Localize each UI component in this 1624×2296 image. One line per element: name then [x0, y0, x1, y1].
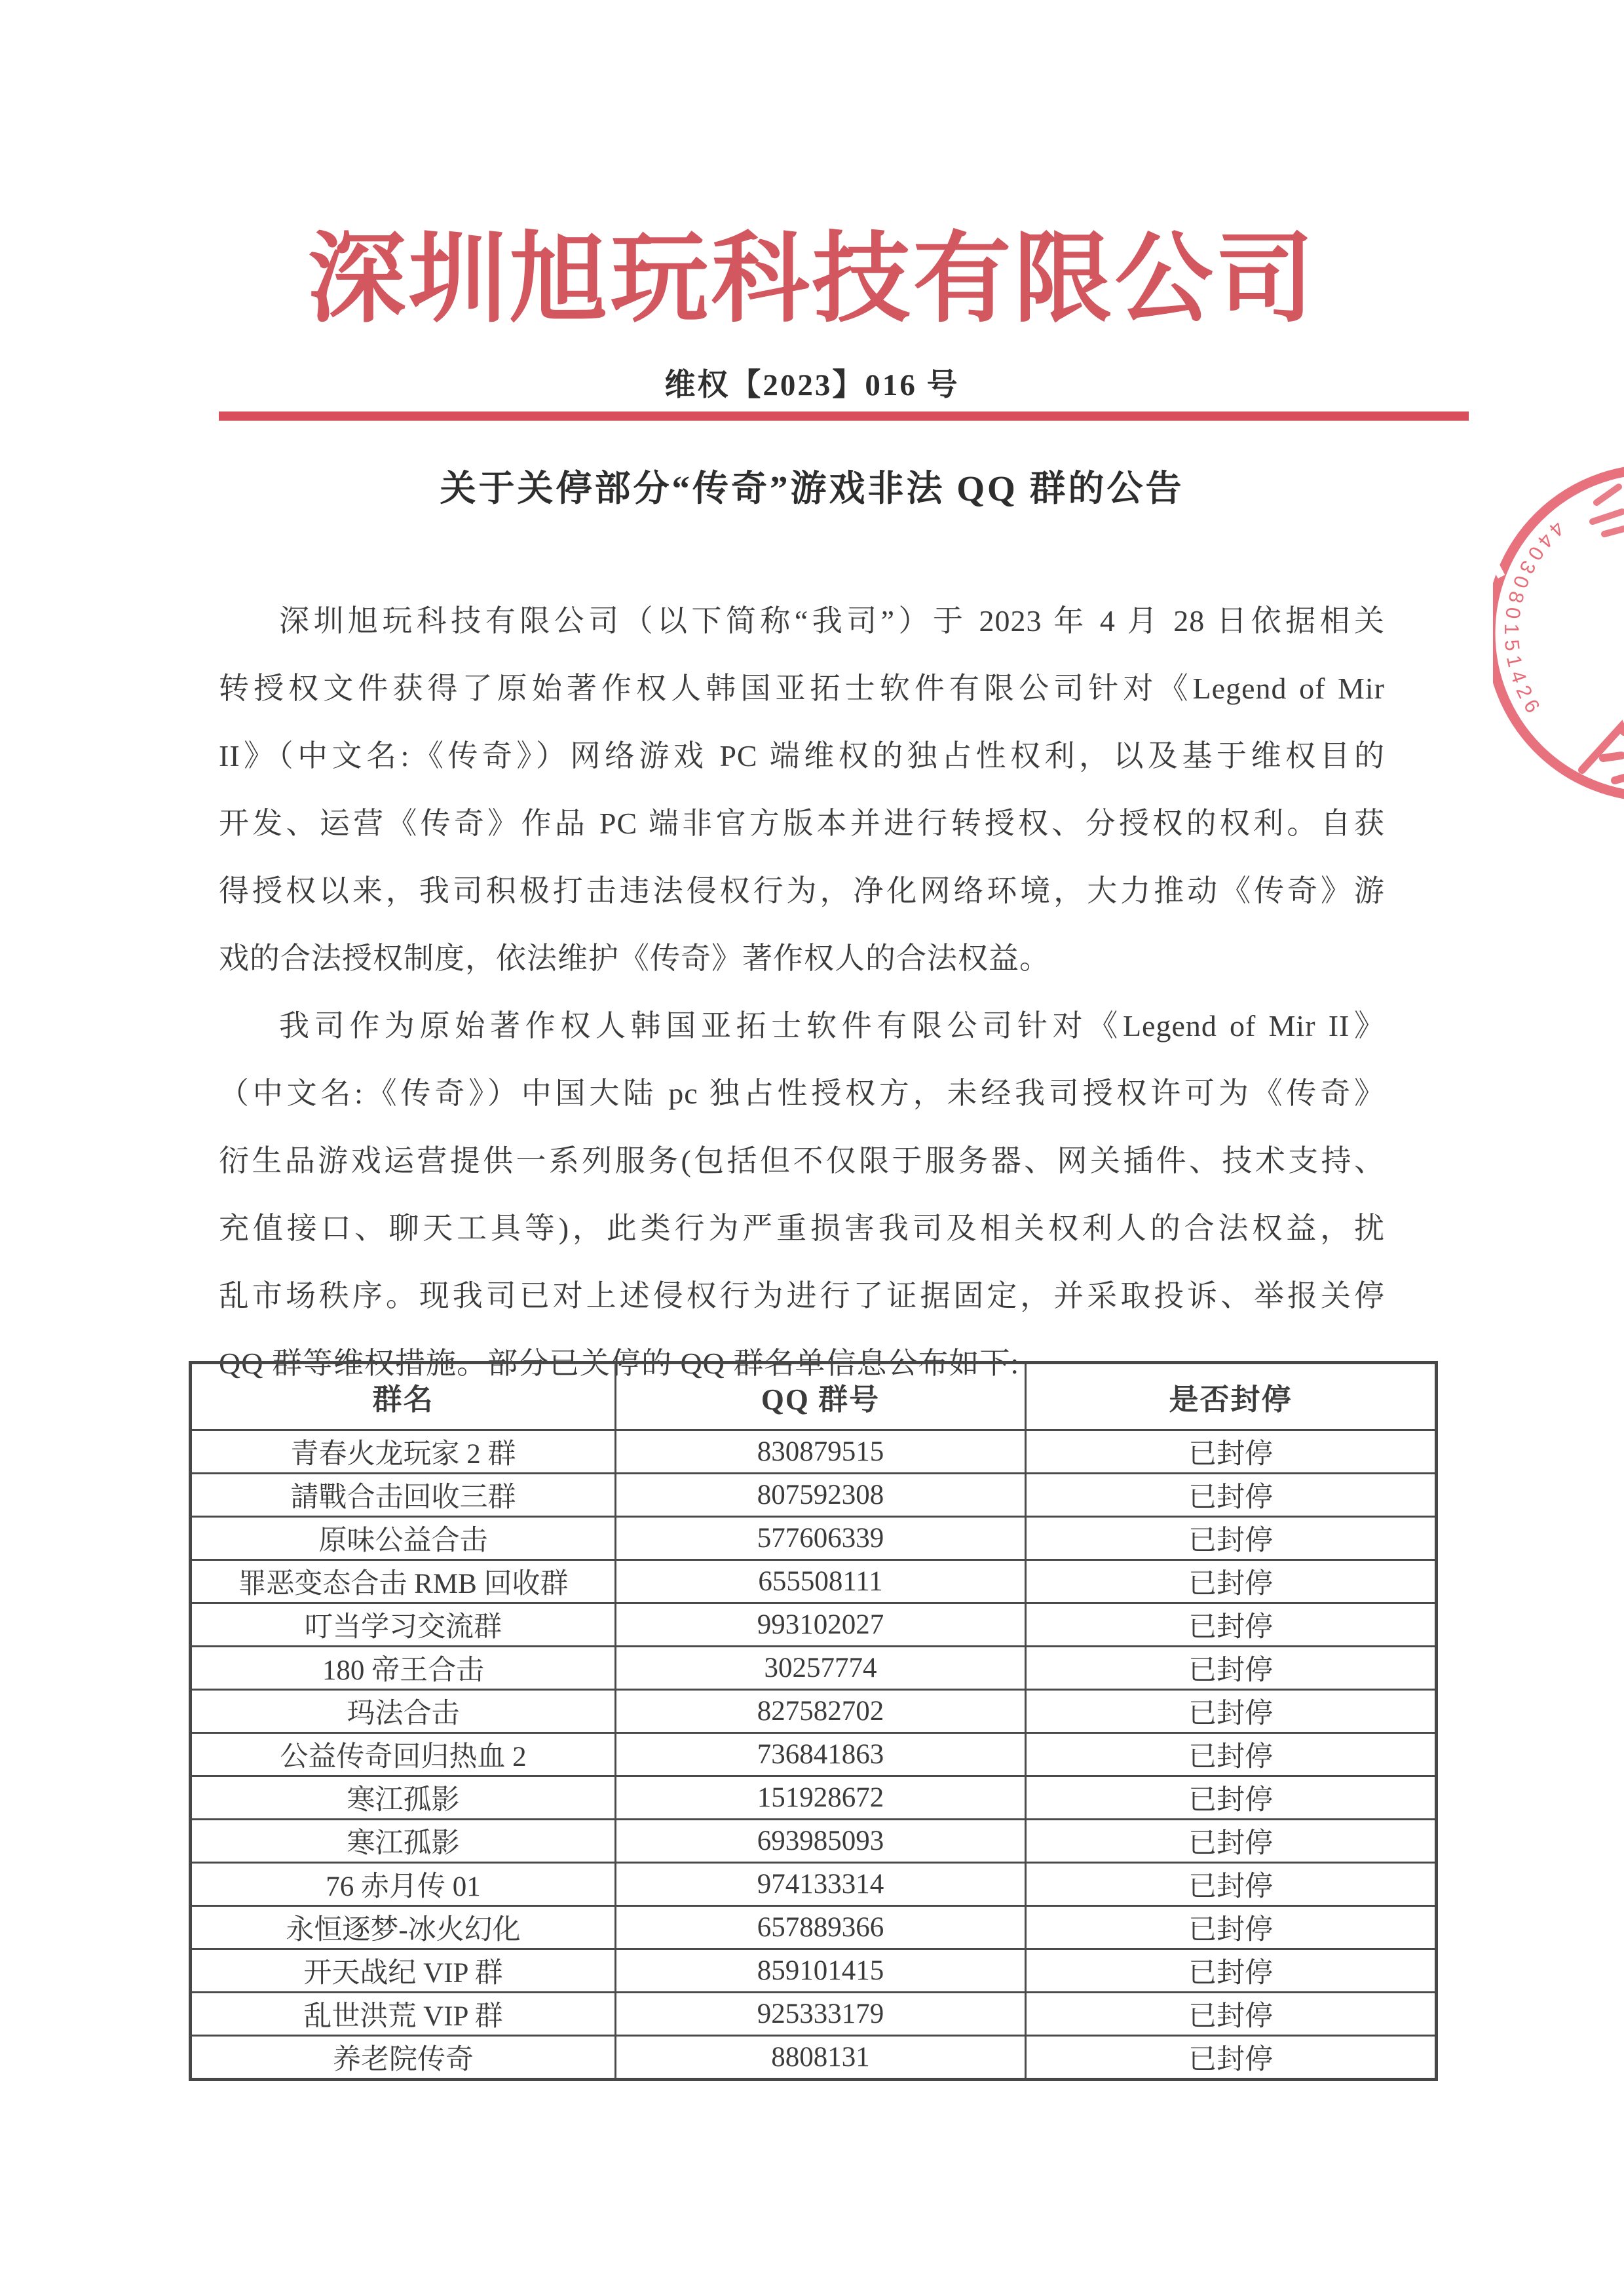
table-row [191, 1949, 1437, 1993]
body-line: 衍生品游戏运营提供一系列服务(包括但不仅限于服务器、网关插件、技术支持、 [219, 1144, 1385, 1177]
cell-qq-number: 993102027 [616, 1603, 1026, 1647]
cell-qq-number: 693985093 [616, 1820, 1026, 1863]
cell-group-name: 乱世洪荒 VIP 群 [191, 1993, 616, 2036]
cell-group-name: 青春火龙玩家 2 群 [191, 1430, 616, 1474]
cell-group-name: 原味公益合击 [191, 1517, 616, 1560]
cell-ban-status: 已封停 [1026, 1647, 1437, 1690]
cell-ban-status: 已封停 [1026, 1820, 1437, 1863]
seal-ring-gap [1493, 555, 1505, 579]
body-line: 开发、运营《传奇》作品 PC 端非官方版本并进行转授权、分授权的权利。自获 [219, 807, 1385, 840]
red-divider-line [219, 411, 1469, 421]
cell-qq-number: 830879515 [616, 1430, 1026, 1474]
table-row [191, 1430, 1437, 1474]
table-row [191, 1863, 1437, 1906]
table-row [191, 1647, 1437, 1690]
header-ban-status: 是否封停 [1026, 1363, 1437, 1430]
doc-number: 维权【2023】016 号 [664, 368, 960, 402]
cell-group-name: 罪恶变态合击 RMB 回收群 [191, 1560, 616, 1603]
cell-qq-number: 577606339 [616, 1517, 1026, 1560]
cell-group-name: 叮当学习交流群 [191, 1603, 616, 1647]
body-line: （中文名:《传奇》）中国大陆 pc 独占性授权方，未经我司授权许可为《传奇》 [219, 1077, 1385, 1110]
cell-group-name: 寒江孤影 [191, 1820, 616, 1863]
cell-group-name: 180 帝王合击 [191, 1647, 616, 1690]
cell-ban-status: 已封停 [1026, 1517, 1437, 1560]
table-row [191, 1517, 1437, 1560]
table-header-row [191, 1363, 1437, 1430]
body-line: 转授权文件获得了原始著作权人韩国亚拓士软件有限公司针对《Legend of Mir [219, 672, 1385, 705]
body-line: 得授权以来，我司积极打击违法侵权行为，净化网络环境，大力推动《传奇》游 [219, 874, 1385, 908]
cell-group-name: 請戰合击回收三群 [191, 1474, 616, 1517]
seal-ring [1493, 469, 1624, 797]
body-line: II》（中文名:《传奇》）网络游戏 PC 端维权的独占性权利，以及基于维权目的 [219, 739, 1385, 773]
cell-qq-number: 8808131 [616, 2036, 1026, 2080]
cell-ban-status: 已封停 [1026, 1474, 1437, 1517]
cell-ban-status: 已封停 [1026, 1430, 1437, 1474]
cell-ban-status: 已封停 [1026, 1603, 1437, 1647]
cell-group-name: 寒江孤影 [191, 1776, 616, 1820]
cell-ban-status: 已封停 [1026, 1993, 1437, 2036]
seal-glyph-fragment-top [1593, 487, 1624, 534]
body-line: QQ 群等维权措施。部分已关停的 QQ 群名单信息公布如下: [219, 1347, 1020, 1380]
cell-group-name: 公益传奇回归热血 2 [191, 1733, 616, 1776]
table-row [191, 1906, 1437, 1949]
table-row [191, 1776, 1437, 1820]
cell-group-name: 养老院传奇 [191, 2036, 616, 2080]
header-qq-number: QQ 群号 [616, 1363, 1026, 1430]
cell-ban-status: 已封停 [1026, 1906, 1437, 1949]
cell-qq-number: 151928672 [616, 1776, 1026, 1820]
table-row [191, 1603, 1437, 1647]
cell-qq-number: 736841863 [616, 1733, 1026, 1776]
cell-ban-status: 已封停 [1026, 1776, 1437, 1820]
table-row [191, 1690, 1437, 1733]
body-line: 乱市场秩序。现我司已对上述侵权行为进行了证据固定，并采取投诉、举报关停 [219, 1279, 1385, 1312]
cell-group-name: 永恒逐梦-冰火幻化 [191, 1906, 616, 1949]
body-line: 充值接口、聊天工具等)，此类行为严重损害我司及相关权利人的合法权益，扰 [219, 1212, 1385, 1245]
cell-qq-number: 925333179 [616, 1993, 1026, 2036]
body-line: 深圳旭玩科技有限公司（以下简称“我司”）于 2023 年 4 月 28 日依据相关 [279, 604, 1385, 638]
cell-ban-status: 已封停 [1026, 1733, 1437, 1776]
cell-ban-status: 已封停 [1026, 2036, 1437, 2080]
table-row [191, 1820, 1437, 1863]
cell-group-name: 开天战纪 VIP 群 [191, 1949, 616, 1993]
body-line: 我司作为原始著作权人韩国亚拓士软件有限公司针对《Legend of Mir II》 [279, 1009, 1385, 1043]
cell-group-name: 玛法合击 [191, 1690, 616, 1733]
company-seal-stamp [1493, 391, 1624, 850]
cell-group-name: 76 赤月传 01 [191, 1863, 616, 1906]
cell-qq-number: 807592308 [616, 1474, 1026, 1517]
cell-qq-number: 859101415 [616, 1949, 1026, 1993]
table-row [191, 1993, 1437, 2036]
body-line: 戏的合法授权制度，依法维护《传奇》著作权人的合法权益。 [219, 942, 1050, 975]
table-row [191, 2036, 1437, 2080]
company-title: 深圳旭玩科技有限公司 [307, 225, 1317, 334]
table-row [191, 1733, 1437, 1776]
announcement-body [219, 587, 1385, 1397]
cell-ban-status: 已封停 [1026, 1949, 1437, 1993]
cell-qq-number: 974133314 [616, 1863, 1026, 1906]
seal-glyph-fragment-bottom [1582, 727, 1624, 780]
cell-qq-number: 655508111 [616, 1560, 1026, 1603]
seal-serial-number: 4403080151426 [1500, 516, 1569, 722]
cell-qq-number: 657889366 [616, 1906, 1026, 1949]
table-row [191, 1560, 1437, 1603]
cell-ban-status: 已封停 [1026, 1560, 1437, 1603]
announcement-title: 关于关停部分“传奇”游戏非法 QQ 群的公告 [440, 469, 1184, 508]
cell-qq-number: 30257774 [616, 1647, 1026, 1690]
header-group-name: 群名 [191, 1363, 616, 1430]
cell-ban-status: 已封停 [1026, 1863, 1437, 1906]
banned-qq-groups-table [189, 1361, 1438, 2081]
cell-ban-status: 已封停 [1026, 1690, 1437, 1733]
cell-qq-number: 827582702 [616, 1690, 1026, 1733]
table-row [191, 1474, 1437, 1517]
